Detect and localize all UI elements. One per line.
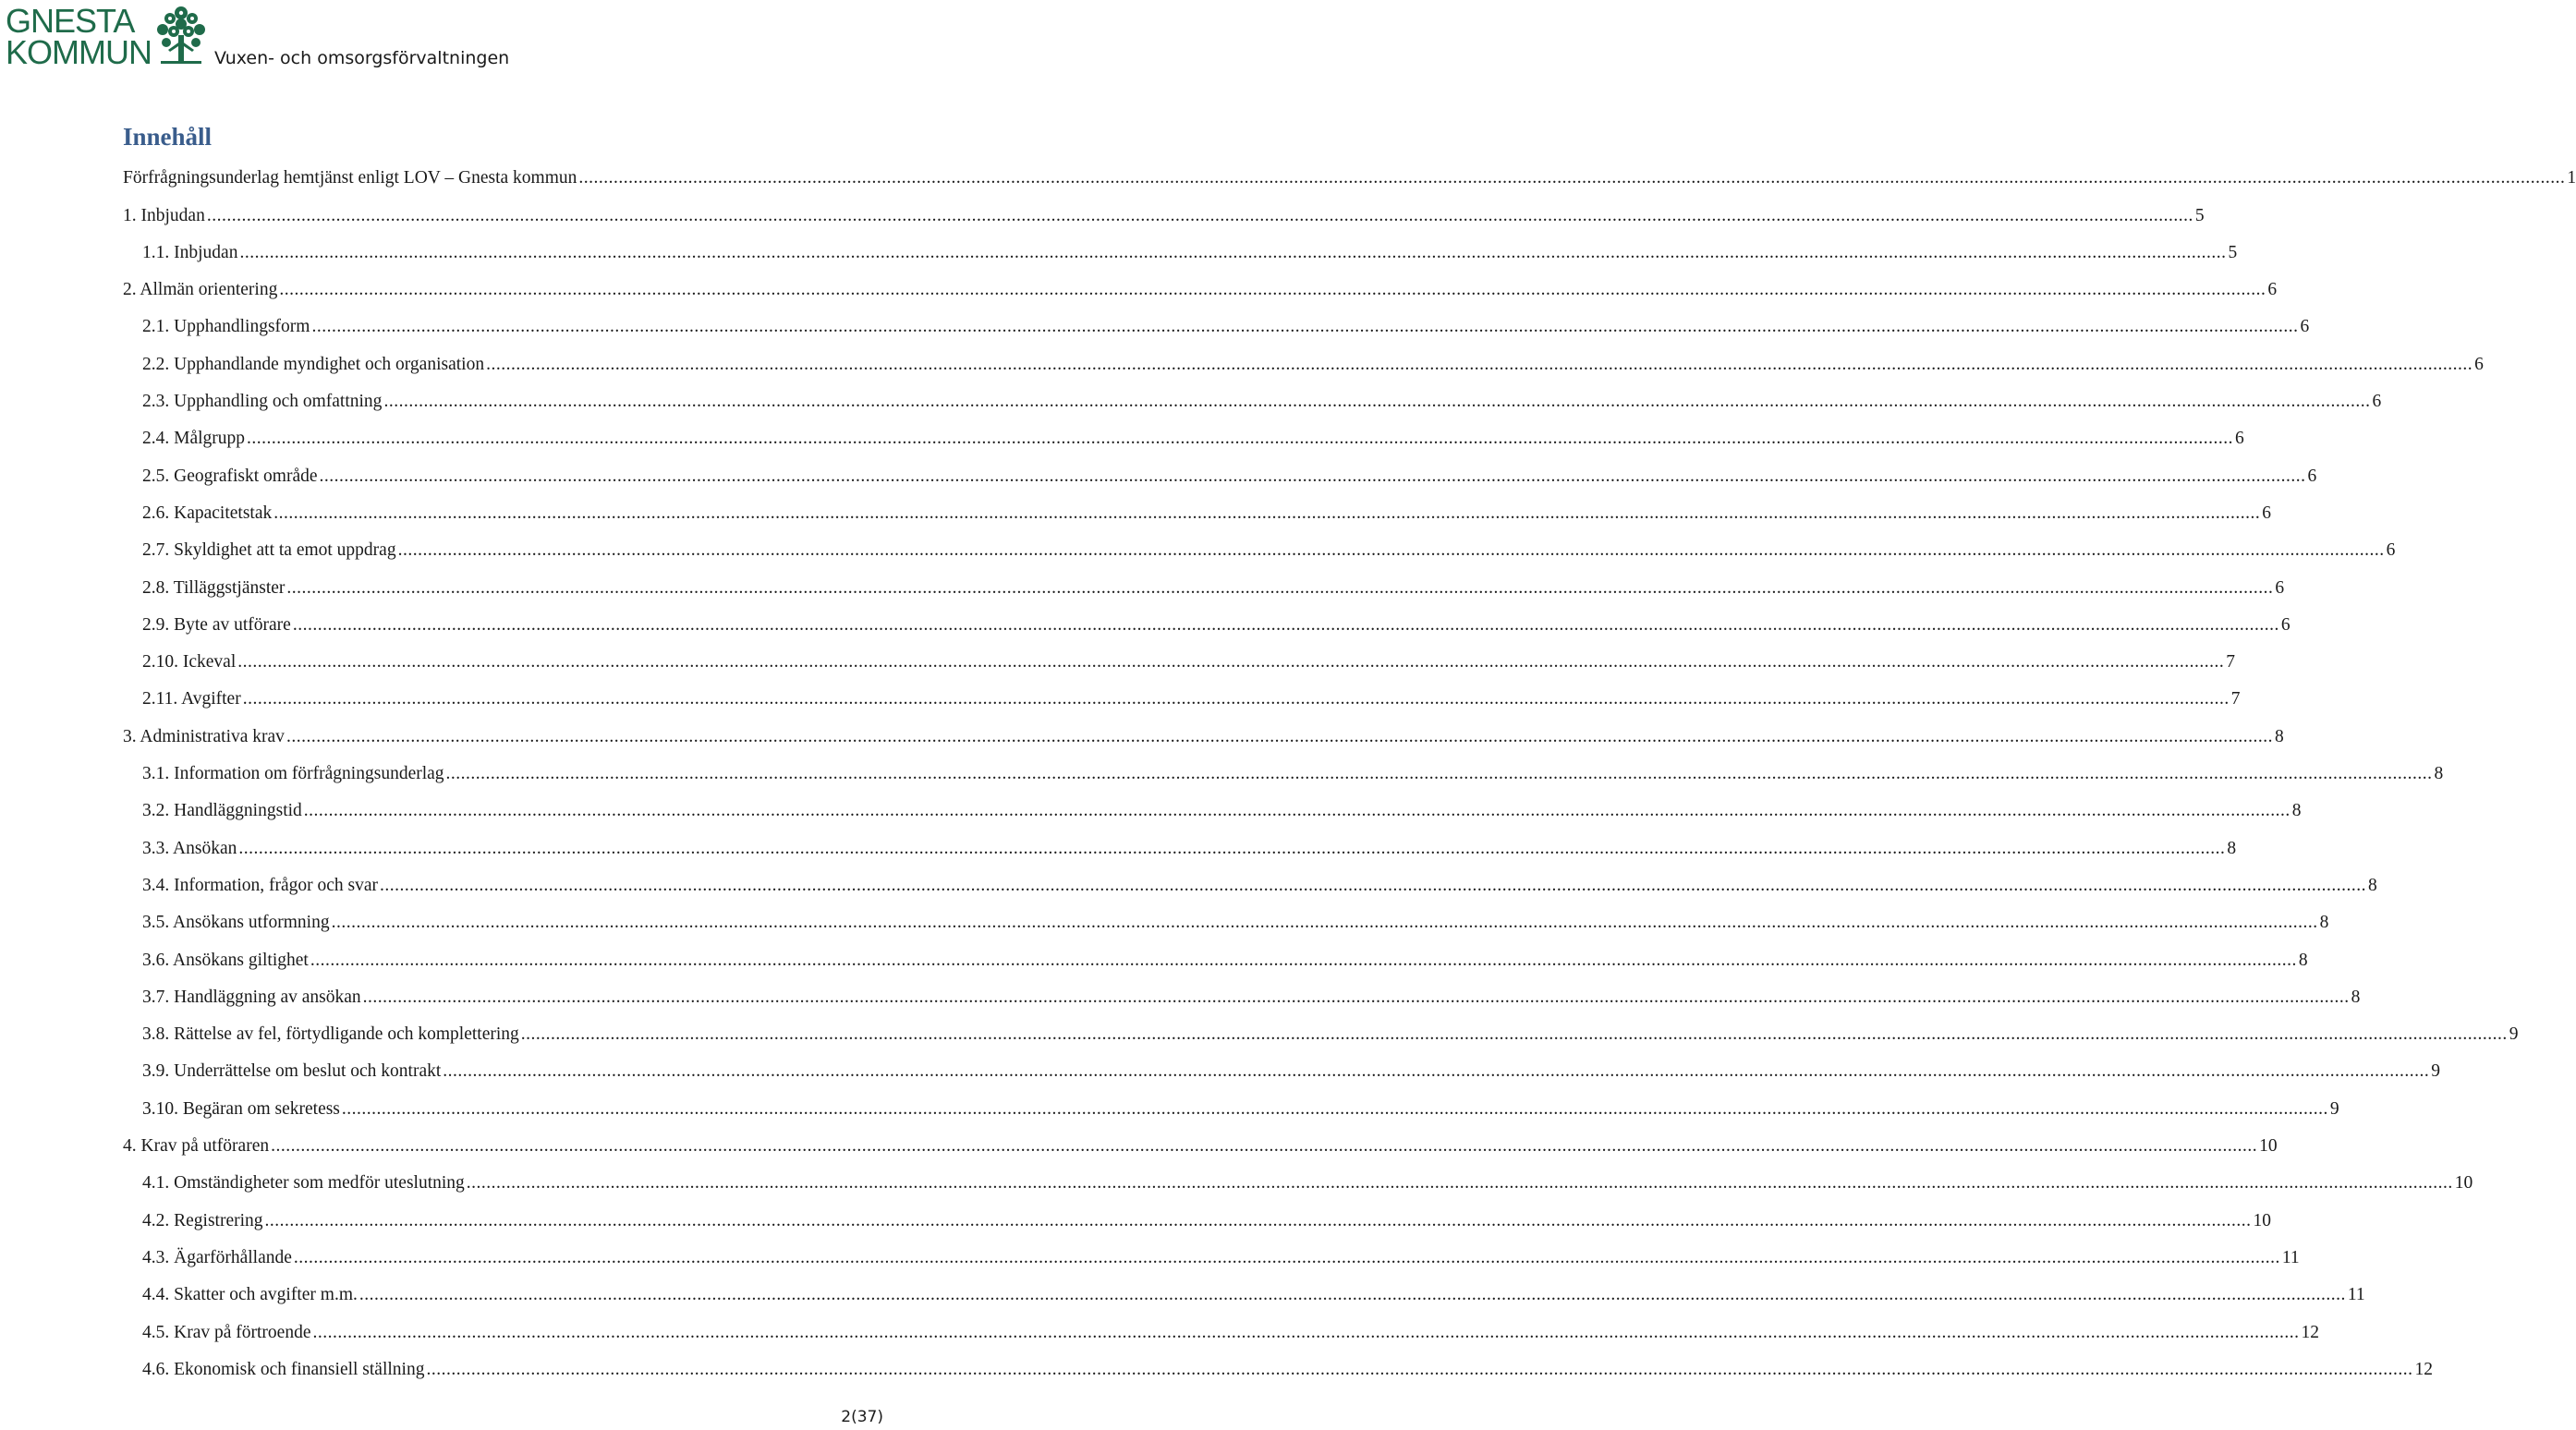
toc-dot-leader: ................................................................................................................................................................................................................................................................................................................................................................................................................ bbox=[362, 987, 2350, 1007]
toc-entry-label: 4.6. Ekonomisk och finansiell ställning bbox=[142, 1359, 425, 1379]
toc-dot-leader: ................................................................................................................................................................................................................................................................................................................................................................................................................ bbox=[271, 1136, 2258, 1157]
toc-entry-page: 12 bbox=[2414, 1359, 2433, 1379]
toc-entry-label: 4. Krav på utföraren bbox=[123, 1136, 270, 1157]
toc-dot-leader: ................................................................................................................................................................................................................................................................................................................................................................................................................ bbox=[310, 950, 2297, 970]
toc-entry-label: 3.7. Handläggning av ansökan bbox=[142, 987, 361, 1007]
toc-entry-label: 3.8. Rättelse av fel, förtydligande och komplettering bbox=[142, 1024, 519, 1045]
toc-entry-label: 3.6. Ansökans giltighet bbox=[142, 950, 309, 970]
department-name: Vuxen- och omsorgsförvaltningen bbox=[214, 48, 510, 68]
toc-entry-page: 6 bbox=[2307, 466, 2317, 486]
page-number: 2(37) bbox=[841, 1408, 883, 1426]
toc-title: Innehåll bbox=[123, 123, 213, 151]
toc-entry-page: 6 bbox=[2386, 540, 2396, 561]
toc-entry-page: 8 bbox=[2319, 913, 2329, 933]
toc-entry-label: 3.9. Underrättelse om beslut och kontrakt bbox=[142, 1061, 442, 1082]
toc-entry[interactable] bbox=[123, 711, 2284, 748]
logo-text-line1: GNESTA bbox=[6, 2, 135, 40]
toc-entry[interactable] bbox=[123, 674, 2241, 711]
toc-entry[interactable] bbox=[123, 600, 2290, 637]
toc-entry-page: 8 bbox=[2368, 875, 2377, 895]
toc-entry-label: 4.1. Omständigheter som medför uteslutning bbox=[142, 1173, 465, 1194]
toc-dot-leader: ................................................................................................................................................................................................................................................................................................................................................................................................................ bbox=[319, 466, 2306, 486]
toc-dot-leader: ................................................................................................................................................................................................................................................................................................................................................................................................................ bbox=[341, 1098, 2328, 1119]
toc-dot-leader: ................................................................................................................................................................................................................................................................................................................................................................................................................ bbox=[578, 168, 2566, 188]
toc-entry-label: 2.4. Målgrupp bbox=[142, 429, 246, 449]
toc-entry-label: 3.4. Information, frågor och svar bbox=[142, 875, 379, 895]
toc-entry-label: 2.2. Upphandlande myndighet och organisation bbox=[142, 354, 485, 374]
toc-entry-label: 4.4. Skatter och avgifter m.m. bbox=[142, 1285, 358, 1305]
toc-entry[interactable] bbox=[123, 786, 2302, 823]
toc-entry-page: 6 bbox=[2280, 614, 2290, 635]
toc-entry-page: 12 bbox=[2301, 1322, 2319, 1342]
toc-dot-leader: ................................................................................................................................................................................................................................................................................................................................................................................................................ bbox=[426, 1359, 2413, 1379]
toc-entry-page: 6 bbox=[2275, 577, 2285, 598]
toc-entry-label: 2.6. Kapacitetstak bbox=[142, 503, 273, 523]
toc-entry-page: 6 bbox=[2300, 317, 2310, 337]
toc-entry[interactable] bbox=[123, 377, 2382, 414]
toc-entry[interactable] bbox=[123, 414, 2244, 451]
toc-entry[interactable] bbox=[123, 1195, 2272, 1232]
toc-entry-label: 4.3. Ägarförhållande bbox=[142, 1247, 292, 1267]
toc-entry[interactable] bbox=[123, 526, 2396, 563]
toc-entry[interactable] bbox=[123, 861, 2377, 898]
toc-dot-leader: ................................................................................................................................................................................................................................................................................................................................................................................................................ bbox=[443, 1061, 2430, 1082]
toc-entry-page: 10 bbox=[2259, 1136, 2278, 1157]
toc-dot-leader: ................................................................................................................................................................................................................................................................................................................................................................................................................ bbox=[286, 726, 2273, 746]
toc-dot-leader: ................................................................................................................................................................................................................................................................................................................................................................................................................ bbox=[279, 280, 2266, 300]
toc-entry-label: 3. Administrativa krav bbox=[123, 726, 285, 746]
toc-entry-label: 3.3. Ansökan bbox=[142, 838, 237, 858]
toc-entry[interactable] bbox=[123, 1084, 2339, 1121]
toc-entry[interactable] bbox=[123, 190, 2205, 227]
toc-entry[interactable] bbox=[123, 265, 2278, 302]
toc-entry-page: 1 bbox=[2567, 168, 2576, 188]
toc-entry-page: 11 bbox=[2281, 1247, 2300, 1267]
toc-dot-leader: ................................................................................................................................................................................................................................................................................................................................................................................................................ bbox=[247, 429, 2234, 449]
toc-dot-leader: ................................................................................................................................................................................................................................................................................................................................................................................................................ bbox=[303, 801, 2290, 821]
toc-entry-page: 8 bbox=[2351, 987, 2361, 1007]
toc-entry-page: 7 bbox=[2230, 689, 2241, 709]
gnesta-kommun-logo bbox=[6, 4, 209, 72]
toc-dot-leader: ................................................................................................................................................................................................................................................................................................................................................................................................................ bbox=[311, 317, 2299, 337]
toc-dot-leader: ................................................................................................................................................................................................................................................................................................................................................................................................................ bbox=[292, 614, 2279, 635]
toc-dot-leader: ................................................................................................................................................................................................................................................................................................................................................................................................................ bbox=[273, 503, 2261, 523]
toc-dot-leader: ................................................................................................................................................................................................................................................................................................................................................................................................................ bbox=[242, 689, 2230, 709]
toc-entry-page: 6 bbox=[2474, 354, 2484, 374]
toc-entry-page: 8 bbox=[2298, 950, 2308, 970]
toc-entry-page: 11 bbox=[2347, 1285, 2365, 1305]
toc-entry-page: 8 bbox=[2434, 764, 2444, 784]
toc-entry[interactable] bbox=[123, 973, 2361, 1010]
toc-entry[interactable] bbox=[123, 1047, 2441, 1084]
toc-entry[interactable] bbox=[123, 898, 2329, 935]
toc-entry[interactable] bbox=[123, 563, 2285, 600]
toc-entry-page: 6 bbox=[2372, 392, 2382, 412]
toc-dot-leader: ................................................................................................................................................................................................................................................................................................................................................................................................................ bbox=[293, 1247, 2280, 1267]
toc-dot-leader: ................................................................................................................................................................................................................................................................................................................................................................................................................ bbox=[238, 838, 2226, 858]
toc-entry-label: 2.3. Upphandling och omfattning bbox=[142, 392, 383, 412]
toc-entry-page: 5 bbox=[2228, 242, 2238, 262]
toc-entry[interactable] bbox=[123, 489, 2271, 526]
toc-entry-page: 8 bbox=[2227, 838, 2237, 858]
toc-dot-leader: ................................................................................................................................................................................................................................................................................................................................................................................................................ bbox=[312, 1322, 2300, 1342]
toc-entry-page: 6 bbox=[2262, 503, 2271, 523]
toc-entry[interactable] bbox=[123, 1345, 2433, 1382]
toc-entry-page: 9 bbox=[2509, 1024, 2519, 1045]
table-of-contents bbox=[123, 153, 2576, 1382]
toc-entry[interactable] bbox=[123, 1307, 2319, 1344]
toc-entry-label: 1.1. Inbjudan bbox=[142, 242, 238, 262]
toc-entry[interactable] bbox=[123, 1010, 2519, 1047]
toc-dot-leader: ................................................................................................................................................................................................................................................................................................................................................................................................................ bbox=[466, 1173, 2453, 1194]
toc-entry-label: 2.5. Geografiskt område bbox=[142, 466, 318, 486]
toc-entry-label: 2.9. Byte av utförare bbox=[142, 614, 291, 635]
toc-dot-leader: ................................................................................................................................................................................................................................................................................................................................................................................................................ bbox=[486, 354, 2473, 374]
toc-entry-label: 2.7. Skyldighet att ta emot uppdrag bbox=[142, 540, 396, 561]
toc-entry-label: 3.10. Begäran om sekretess bbox=[142, 1098, 340, 1119]
toc-dot-leader: ................................................................................................................................................................................................................................................................................................................................................................................................................ bbox=[520, 1024, 2508, 1045]
toc-entry-page: 7 bbox=[2226, 652, 2236, 673]
toc-entry-page: 9 bbox=[2329, 1098, 2339, 1119]
toc-entry-label: 2.8. Tilläggstjänster bbox=[142, 577, 286, 598]
toc-entry[interactable] bbox=[123, 339, 2484, 376]
toc-entry[interactable] bbox=[123, 1270, 2365, 1307]
logo-text-line2: KOMMUN bbox=[6, 33, 152, 71]
toc-entry-label: 2.11. Avgifter bbox=[142, 689, 241, 709]
toc-entry-label: 1. Inbjudan bbox=[123, 205, 205, 225]
toc-entry-label: Förfrågningsunderlag hemtjänst enligt LOV – Gnesta kommun bbox=[123, 168, 577, 188]
toc-entry[interactable] bbox=[123, 302, 2310, 339]
toc-entry-label: 4.2. Registrering bbox=[142, 1210, 263, 1230]
toc-entry-page: 8 bbox=[2274, 726, 2284, 746]
toc-entry[interactable] bbox=[123, 637, 2236, 674]
toc-dot-leader: ................................................................................................................................................................................................................................................................................................................................................................................................................ bbox=[206, 205, 2193, 225]
toc-entry-page: 5 bbox=[2194, 205, 2205, 225]
toc-entry-label: 3.5. Ansökans utformning bbox=[142, 913, 330, 933]
toc-entry[interactable] bbox=[123, 823, 2237, 860]
toc-entry-page: 6 bbox=[2267, 280, 2278, 300]
toc-entry[interactable] bbox=[123, 1233, 2300, 1270]
toc-entry-page: 10 bbox=[2454, 1173, 2473, 1194]
toc-entry-label: 2. Allmän orientering bbox=[123, 280, 278, 300]
toc-dot-leader: ................................................................................................................................................................................................................................................................................................................................................................................................................ bbox=[383, 392, 2371, 412]
toc-entry[interactable] bbox=[123, 1121, 2278, 1158]
page-header bbox=[0, 0, 887, 83]
toc-entry-label: 3.1. Information om förfrågningsunderlag bbox=[142, 764, 444, 784]
toc-entry-page: 8 bbox=[2291, 801, 2302, 821]
toc-entry[interactable] bbox=[123, 451, 2317, 488]
toc-dot-leader: ................................................................................................................................................................................................................................................................................................................................................................................................................ bbox=[331, 913, 2318, 933]
toc-dot-leader: ................................................................................................................................................................................................................................................................................................................................................................................................................ bbox=[239, 242, 2227, 262]
tree-icon bbox=[153, 4, 209, 72]
toc-dot-leader: ................................................................................................................................................................................................................................................................................................................................................................................................................ bbox=[380, 875, 2367, 895]
toc-entry[interactable] bbox=[123, 749, 2444, 786]
toc-entry-page: 10 bbox=[2253, 1210, 2272, 1230]
toc-dot-leader: ................................................................................................................................................................................................................................................................................................................................................................................................................ bbox=[237, 652, 2225, 673]
toc-entry[interactable] bbox=[123, 228, 2238, 265]
toc-entry-page: 6 bbox=[2235, 429, 2244, 449]
toc-entry-page: 9 bbox=[2431, 1061, 2441, 1082]
toc-entry-label: 3.2. Handläggningstid bbox=[142, 801, 302, 821]
toc-dot-leader: ................................................................................................................................................................................................................................................................................................................................................................................................................ bbox=[397, 540, 2385, 561]
toc-entry-label: 2.1. Upphandlingsform bbox=[142, 317, 310, 337]
toc-entry[interactable] bbox=[123, 935, 2308, 972]
toc-entry-label: 2.10. Ickeval bbox=[142, 652, 237, 673]
toc-dot-leader: ................................................................................................................................................................................................................................................................................................................................................................................................................ bbox=[264, 1210, 2252, 1230]
toc-entry[interactable] bbox=[123, 153, 2576, 190]
toc-dot-leader: ................................................................................................................................................................................................................................................................................................................................................................................................................ bbox=[445, 764, 2433, 784]
toc-entry[interactable] bbox=[123, 1158, 2473, 1195]
toc-dot-leader: ................................................................................................................................................................................................................................................................................................................................................................................................................ bbox=[286, 577, 2274, 598]
toc-dot-leader: ................................................................................................................................................................................................................................................................................................................................................................................................................ bbox=[358, 1285, 2346, 1305]
toc-entry-label: 4.5. Krav på förtroende bbox=[142, 1322, 311, 1342]
